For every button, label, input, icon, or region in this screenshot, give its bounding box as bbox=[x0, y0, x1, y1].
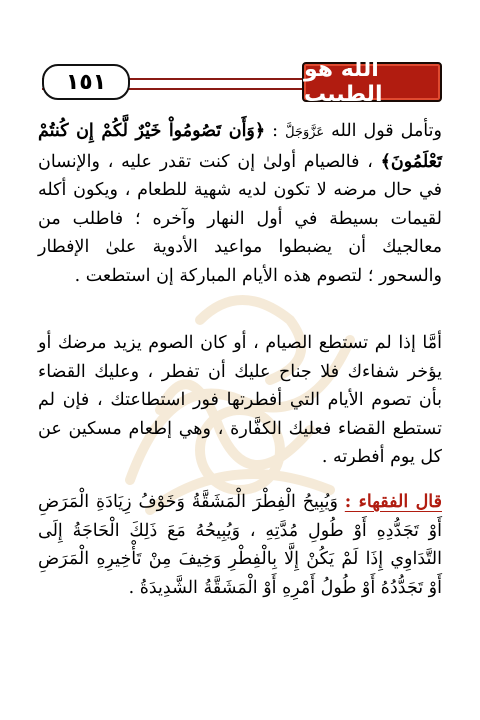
jurists-quote: وَيُبِيحُ الْفِطْرَ الْمَشَقَّةُ وَخَوْفُ زِيَادَةِ الْمَرَضِ أَوْ تَجَدُّدِهِ أَوْ طُولِ مُدَّتِهِ ، وَيُبِيحُهُ مَعَ ذَلِكَ الْحَاجَةُ إِلَى التَّدَاوِي إِذَا لَمْ يَكُنْ إِلَّا بِالْفِطْرِ وَخِيفَ مِنْ تَأْخِيرِهِ الْمَرَضِ أَوْ تَجَدُّدُهُ أَوْ طُولُ أَمْرِهِ أَوْ الْمَشَقَّةُ الشَّدِيدَةُ . bbox=[38, 492, 442, 598]
honorific: عَزَّوَجَلَّ bbox=[285, 125, 325, 140]
paragraph-body: ، فالصيام أولىٰ إن كنت تقدر عليه ، والإنسان في حال مرضه لا تكون لديه شهية للطعام ، ويكون أكله لقيمات بسيطة في أول النهار وآخره ؛ فاطلب من معالجيك أن يضبطوا مواعيد الأدوية علىٰ الإفطار والسحور ؛ لتصوم هذه الأيام المباركة إن استطعت . bbox=[38, 151, 442, 286]
page-header bbox=[42, 57, 442, 107]
paragraph-intro: وتأمل قول الله bbox=[331, 121, 442, 141]
paragraph-jurists bbox=[38, 488, 442, 602]
quran-verse: ﴿وَأَن تَصُومُواْ خَيْرٌ لَّكُمْ إِن كُنتُمْ تَعْلَمُونَ﴾ bbox=[38, 121, 442, 172]
paragraph-fasting-exemption: أمَّا إذا لم تستطع الصيام ، أو كان الصوم يزيد مرضك أو يؤخر شفاءك فلا جناح عليك أن تفطر ، وعليك القضاء بأن تصوم الأيام التي أفطرتها فور استطاعتك ، فإن لم تستطع القضاء فعليك الكفَّارة ، وهي إطعام مسكين عن كل يوم أفطرته . bbox=[38, 333, 442, 468]
page-number: ١٥١ bbox=[42, 64, 130, 100]
paragraph-quran-verse bbox=[38, 117, 442, 291]
jurists-label: قال الفقهاء : bbox=[344, 492, 442, 512]
running-title: الله هو الطبيب bbox=[302, 62, 442, 102]
colon: : bbox=[265, 121, 286, 141]
